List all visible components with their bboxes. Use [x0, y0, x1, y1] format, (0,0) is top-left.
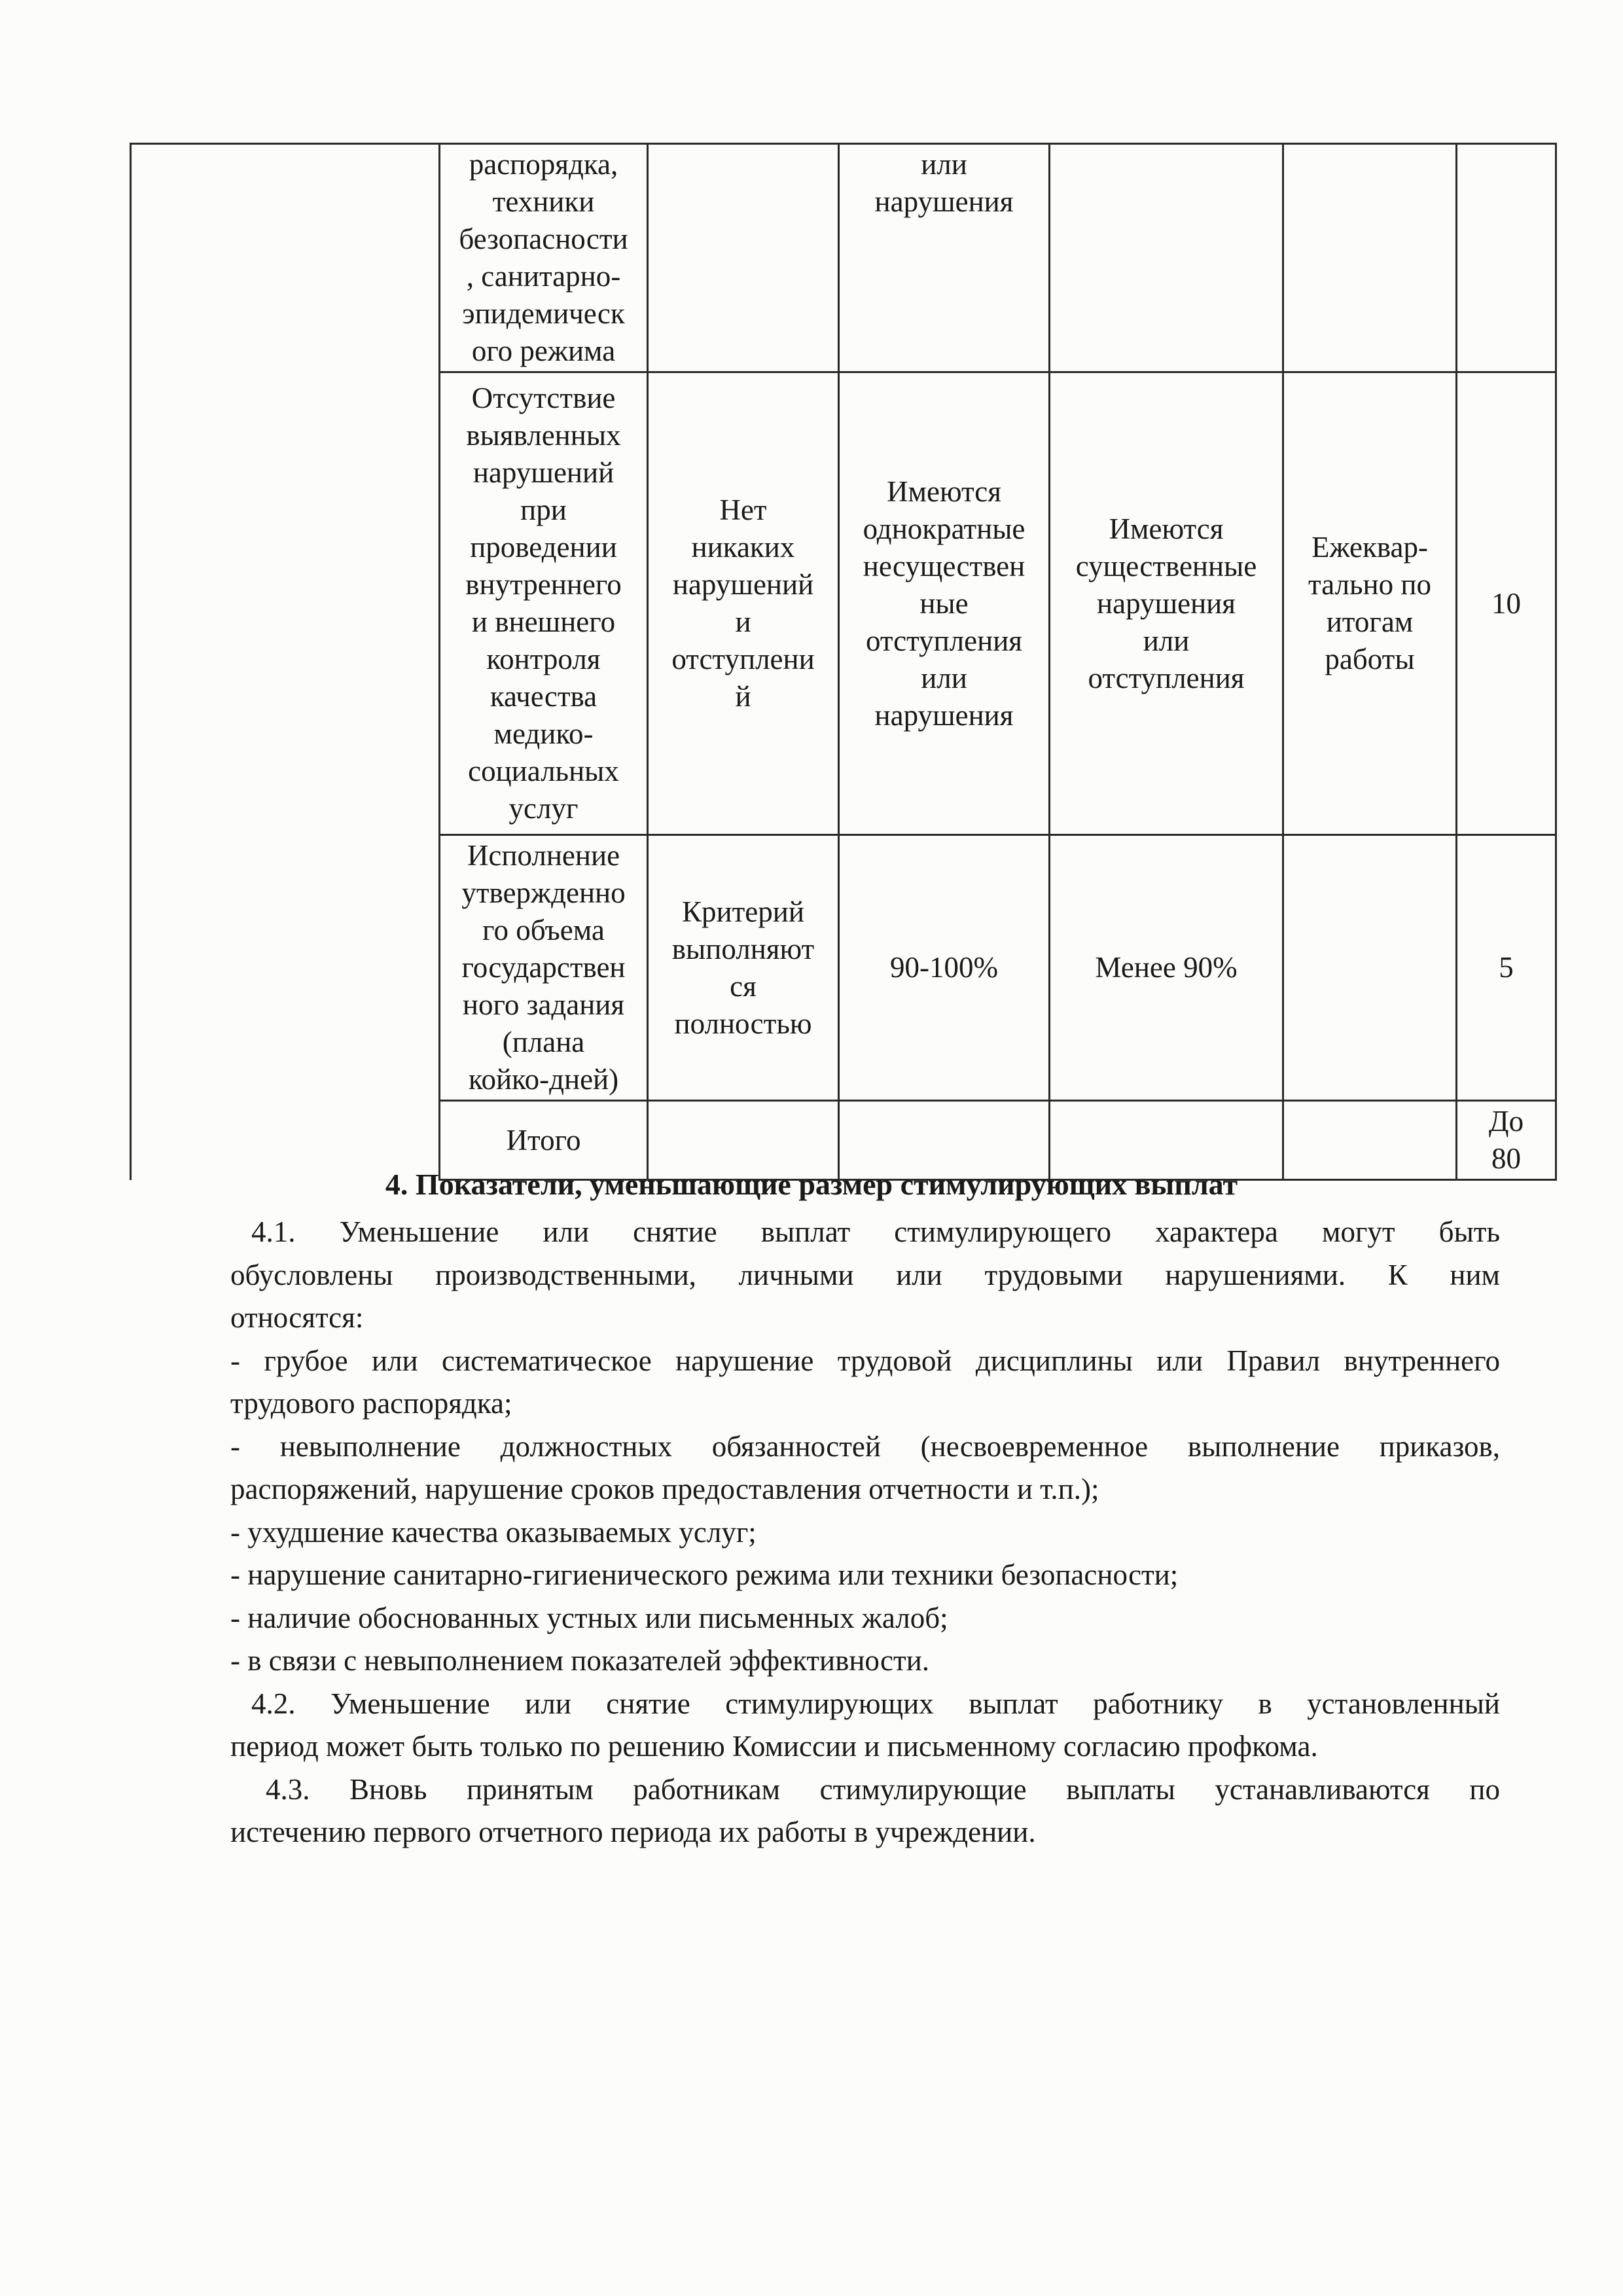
section-body: [230, 1211, 1500, 1854]
periodicity-cell: [1283, 835, 1457, 1101]
paragraph-line: истечению первого отчетного периода их работы в учреждении.: [230, 1816, 1036, 1848]
criterion-cell: распорядка, техники безопасности , санитарно- эпидемическ ого режима: [440, 144, 648, 372]
left-empty-column: [131, 144, 440, 1180]
periodicity-cell: Ежеквар- тально по итогам работы: [1283, 372, 1457, 835]
non-compliance-cell: Менее 90%: [1050, 835, 1283, 1101]
paragraph-line: 4.1. Уменьшение или снятие выплат стимулирующего характера могут быть: [251, 1215, 1500, 1248]
criterion-cell: Отсутствие выявленных нарушений при проведении внутреннего и внешнего контроля качества медико- социальных услуг: [440, 372, 648, 835]
non-compliance-cell: [1050, 144, 1283, 372]
paragraph-line: - нарушение санитарно-гигиенического режима или техники безопасности;: [230, 1558, 1179, 1591]
full-compliance-cell: Нет никаких нарушений и отступлени й: [648, 372, 839, 835]
paragraph-line: - грубое или систематическое нарушение трудовой дисциплины или Правил внутреннего: [230, 1344, 1500, 1377]
paragraph-line: относятся:: [230, 1301, 364, 1334]
paragraph-line: 4.2. Уменьшение или снятие стимулирующих выплат работнику в установленный: [251, 1687, 1500, 1720]
periodicity-cell: [1283, 144, 1457, 372]
non-compliance-cell: Имеются существенные нарушения или отступления: [1050, 372, 1283, 835]
points-cell: [1457, 144, 1556, 372]
total-label-cell: Итого: [440, 1101, 648, 1180]
paragraph-line: 4.3. Вновь принятым работникам стимулирующие выплаты устанавливаются по: [266, 1772, 1500, 1806]
full-compliance-cell: Критерий выполняют ся полностью: [648, 835, 839, 1101]
points-cell: 5: [1457, 835, 1556, 1101]
total-points-cell: До 80: [1457, 1101, 1556, 1180]
paragraph-line: распоряжений, нарушение сроков предоставления отчетности и т.п.);: [230, 1473, 1099, 1505]
section-title: 4. Показатели, уменьшающие размер стимулирующих выплат: [385, 1168, 1238, 1201]
points-cell: 10: [1457, 372, 1556, 835]
partial-compliance-cell: Имеются однократные несуществен ные отступления или нарушения: [839, 372, 1050, 835]
criterion-cell: Исполнение утвержденно го объема государствен ного задания (плана койко-дней): [440, 835, 648, 1101]
table-row: [131, 144, 1556, 372]
paragraph-line: - невыполнение должностных обязанностей (несвоевременное выполнение приказов,: [230, 1429, 1500, 1463]
paragraph-line: трудового распорядка;: [230, 1387, 512, 1420]
partial-compliance-cell: или нарушения: [839, 144, 1050, 372]
paragraph-line: - наличие обоснованных устных или письменных жалоб;: [230, 1601, 948, 1634]
paragraph-line: обусловлены производственными, личными или трудовыми нарушениями. К ним: [230, 1258, 1500, 1291]
partial-compliance-cell: 90-100%: [839, 835, 1050, 1101]
paragraph-line: период может быть только по решению Комиссии и письменному согласию профкома.: [230, 1730, 1318, 1763]
paragraph-line: - в связи с невыполнением показателей эффективности.: [230, 1644, 930, 1677]
full-compliance-cell: [648, 144, 839, 372]
paragraph-line: - ухудшение качества оказываемых услуг;: [230, 1515, 757, 1549]
criteria-table: [130, 143, 1557, 1181]
